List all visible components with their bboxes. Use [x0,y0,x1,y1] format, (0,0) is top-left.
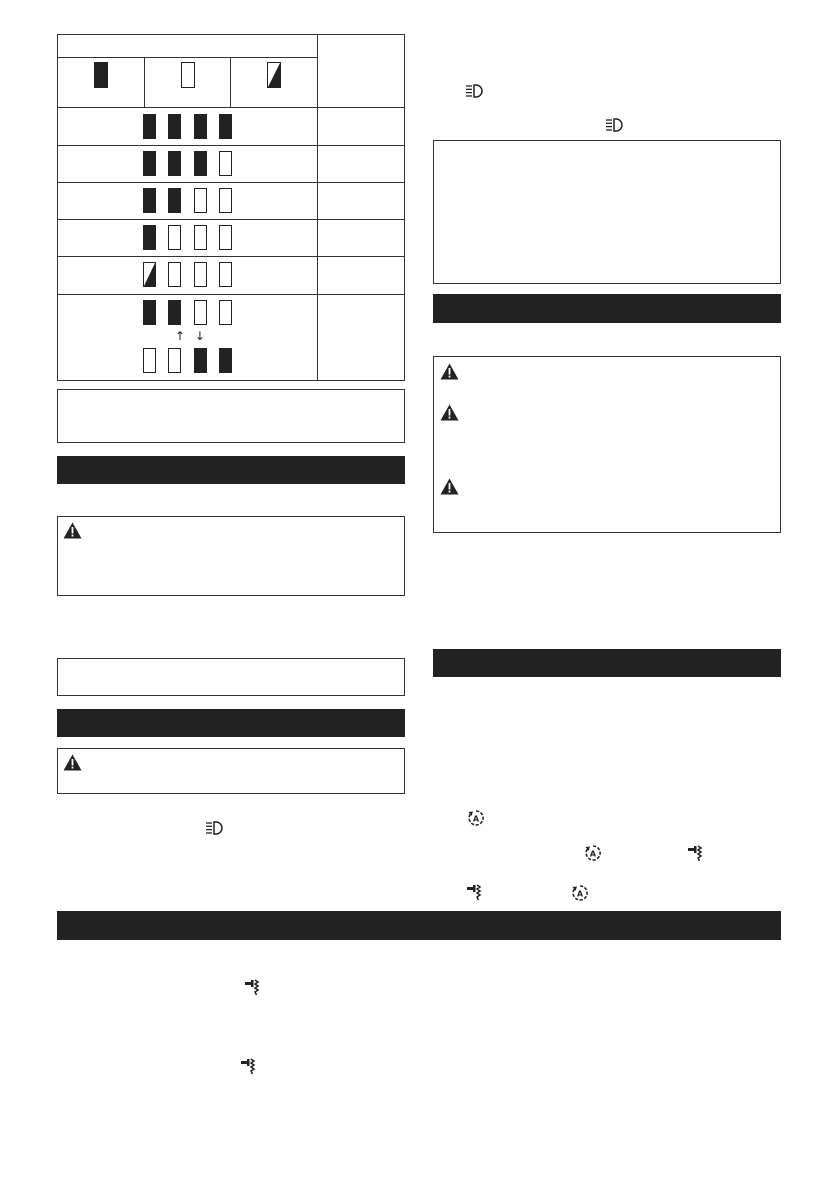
front-lamp-icon [605,118,625,132]
auto-mode-icon [571,884,589,902]
row-indicator [143,262,156,287]
row-indicator [143,225,156,250]
table-divider [230,57,231,107]
warning-triangle-icon [440,404,459,421]
caution-box [57,516,405,596]
table-divider [144,57,145,107]
table-divider [57,182,405,183]
row-indicator [168,188,181,213]
section-heading-bar [433,294,781,323]
row-indicator [194,348,207,373]
row-indicator [219,151,232,176]
note-box [57,389,405,443]
table-divider [57,294,405,295]
drilling-mode-icon [240,1057,258,1075]
row-indicator [143,151,156,176]
row-indicator [219,225,232,250]
row-indicator [194,262,207,287]
warning-triangle-icon [440,363,459,380]
caution-box [433,356,781,533]
section-heading-bar [57,911,781,940]
warning-triangle-icon [440,478,459,495]
row-indicator [219,114,232,139]
alternating-arrows: ↑ ↓ [175,329,208,343]
warning-triangle-icon [63,522,82,539]
row-indicator [194,188,207,213]
legend-indicator-lit [94,62,108,88]
row-indicator [168,262,181,287]
table-divider [57,57,317,58]
auto-mode-icon [584,844,602,862]
row-indicator [168,300,181,325]
row-indicator [194,300,207,325]
svg-text:A: A [589,849,597,859]
row-indicator [219,262,232,287]
section-heading-bar [57,709,405,737]
row-indicator [194,225,207,250]
row-indicator [168,114,181,139]
table-divider [57,145,405,146]
svg-text:A: A [472,814,480,824]
drilling-mode-icon [687,844,705,862]
row-indicator [219,188,232,213]
front-lamp-icon [205,821,225,835]
svg-text:A: A [576,889,584,899]
section-heading-bar [57,456,405,484]
row-indicator [143,114,156,139]
auto-mode-icon [467,809,485,827]
row-indicator [194,151,207,176]
row-indicator [194,114,207,139]
table-divider [57,219,405,220]
caution-box [57,748,405,794]
drilling-mode-icon [466,883,484,901]
table-divider [317,34,318,381]
drilling-mode-icon [244,978,262,996]
row-indicator [143,188,156,213]
table-divider [57,107,405,108]
note-box [57,658,405,696]
row-indicator [168,225,181,250]
warning-triangle-icon [63,754,82,771]
front-lamp-icon [465,84,485,98]
row-indicator [168,348,181,373]
legend-indicator-blinking [267,62,281,88]
section-heading-bar [433,649,781,677]
row-indicator [219,348,232,373]
row-indicator [168,151,181,176]
row-indicator [143,348,156,373]
row-indicator [219,300,232,325]
row-indicator [143,300,156,325]
note-box [433,140,781,284]
table-divider [57,256,405,257]
legend-indicator-off [181,62,195,88]
